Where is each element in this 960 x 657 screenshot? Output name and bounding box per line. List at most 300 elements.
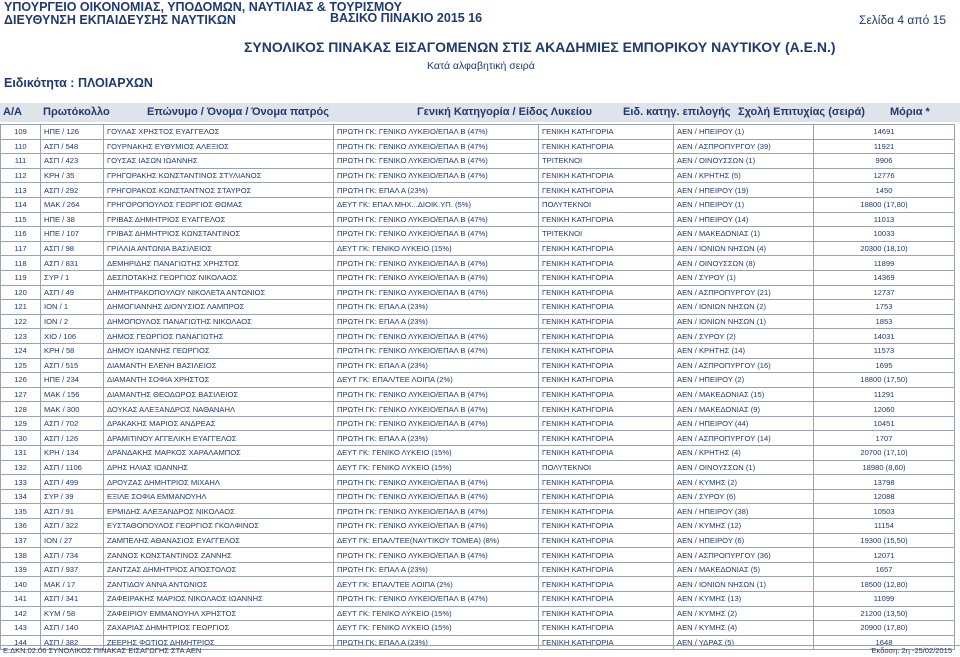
cell-name: ΓΡΙΒΑΣ ΔΗΜΗΤΡΙΟΣ ΕΥΑΓΓΕΛΟΣ <box>104 212 334 227</box>
cell-special-category: ΓΕΝΙΚΗ ΚΑΤΗΓΟΡΙΑ <box>539 125 674 140</box>
cell-protocol: ΣΥΡ / 39 <box>41 489 104 504</box>
cell-special-category: ΓΕΝΙΚΗ ΚΑΤΗΓΟΡΙΑ <box>539 168 674 183</box>
cell-school: ΑΕΝ / ΚΡΗΤΗΣ (14) <box>674 343 814 358</box>
table-row <box>1 373 955 388</box>
cell-points: 11899 <box>814 256 955 271</box>
cell-school: ΑΕΝ / ΙΟΝΙΩΝ ΝΗΣΩΝ (1) <box>674 577 814 592</box>
cell-name: ΔΕΜΗΡΙΔΗΣ ΠΑΝΑΓΙΩΤΗΣ ΧΡΗΣΤΟΣ <box>104 256 334 271</box>
cell-name: ΔΗΜΟΓΙΑΝΝΗΣ ΔΙΟΝΥΣΙΟΣ ΛΑΜΠΡΟΣ <box>104 300 334 315</box>
sort-order-subtitle: Κατά αλφαβητική σειρά <box>427 60 535 72</box>
cell-points: 11013 <box>814 212 955 227</box>
cell-aa: 115 <box>1 212 41 227</box>
table-row <box>1 416 955 431</box>
cell-special-category: ΓΕΝΙΚΗ ΚΑΤΗΓΟΡΙΑ <box>539 431 674 446</box>
table-header <box>0 103 960 122</box>
cell-category: ΔΕΥΤ ΓΚ: ΓΕΝΙΚΟ ΛΥΚΕΙΟ (15%) <box>334 621 539 636</box>
cell-school: ΑΕΝ / ΗΠΕΙΡΟΥ (44) <box>674 416 814 431</box>
cell-special-category: ΓΕΝΙΚΗ ΚΑΤΗΓΟΡΙΑ <box>539 212 674 227</box>
cell-aa: 125 <box>1 358 41 373</box>
cell-special-category: ΓΕΝΙΚΗ ΚΑΤΗΓΟΡΙΑ <box>539 475 674 490</box>
cell-name: ΔΗΜΟΣ ΓΕΩΡΓΙΟΣ ΠΑΝΑΓΙΩΤΗΣ <box>104 329 334 344</box>
cell-aa: 117 <box>1 241 41 256</box>
cell-points: 21200 (13,50) <box>814 606 955 621</box>
cell-points: 13798 <box>814 475 955 490</box>
cell-special-category: ΓΕΝΙΚΗ ΚΑΤΗΓΟΡΙΑ <box>539 621 674 636</box>
cell-name: ΔΙΑΜΑΝΤΗΣ ΘΕΟΔΩΡΟΣ ΒΑΣΙΛΕΙΟΣ <box>104 387 334 402</box>
cell-name: ΖΕΕΡΗΣ ΦΩΤΙΟΣ ΔΗΜΗΤΡΙΟΣ <box>104 635 334 650</box>
cell-special-category: ΓΕΝΙΚΗ ΚΑΤΗΓΟΡΙΑ <box>539 446 674 461</box>
cell-name: ΖΑΧΑΡΙΑΣ ΔΗΜΗΤΡΙΟΣ ΓΕΩΡΓΙΟΣ <box>104 621 334 636</box>
cell-protocol: ΚΡΗ / 134 <box>41 446 104 461</box>
table-row <box>1 475 955 490</box>
cell-school: ΑΕΝ / ΑΣΠΡΟΠΥΡΓΟΥ (14) <box>674 431 814 446</box>
table-row <box>1 168 955 183</box>
cell-category: ΔΕΥΤ ΓΚ: ΕΠΑΛ/ΤΕΕ(ΝΑΥΤΙΚΟΥ ΤΟΜΕΑ) (8%) <box>334 533 539 548</box>
cell-points: 14369 <box>814 270 955 285</box>
table-row <box>1 125 955 140</box>
cell-aa: 121 <box>1 300 41 315</box>
table-row <box>1 270 955 285</box>
cell-protocol: ΑΣΠ / 382 <box>41 635 104 650</box>
table-row <box>1 548 955 563</box>
cell-category: ΠΡΩΤΗ ΓΚ: ΓΕΝΙΚΟ ΛΥΚΕΙΟ/ΕΠΑΛ Β (47%) <box>334 475 539 490</box>
cell-points: 11291 <box>814 387 955 402</box>
table-row <box>1 197 955 212</box>
footer-document-code: Ε.ΔΚΝ.02.06 ΣΥΝΟΛΙΚΟΣ ΠΙΝΑΚΑΣ ΕΙΣΑΓΩΓΗΣ ΣΤΑ ΑΕΝ <box>3 646 202 655</box>
cell-special-category: ΠΟΛΥΤΕΚΝΟΙ <box>539 460 674 475</box>
cell-special-category: ΓΕΝΙΚΗ ΚΑΤΗΓΟΡΙΑ <box>539 343 674 358</box>
cell-protocol: ΜΑΚ / 156 <box>41 387 104 402</box>
specialty-label: Ειδικότητα : ΠΛΟΙΑΡΧΩΝ <box>4 76 153 90</box>
cell-protocol: ΑΣΠ / 140 <box>41 621 104 636</box>
cell-aa: 118 <box>1 256 41 271</box>
cell-category: ΠΡΩΤΗ ΓΚ: ΓΕΝΙΚΟ ΛΥΚΕΙΟ/ΕΠΑΛ Β (47%) <box>334 256 539 271</box>
table-row <box>1 285 955 300</box>
cell-points: 9906 <box>814 154 955 169</box>
cell-name: ΓΟΥΡΝΑΚΗΣ ΕΥΘΥΜΙΟΣ ΑΛΕΞΙΟΣ <box>104 139 334 154</box>
cell-name: ΕΞΙΛΕ ΣΟΦΙΑ ΕΜΜΑΝΟΥΗΛ <box>104 489 334 504</box>
table-row <box>1 387 955 402</box>
cell-aa: 135 <box>1 504 41 519</box>
directorate-name: ΔΙΕΥΘΥΝΣΗ ΕΚΠΑΙΔΕΥΣΗΣ ΝΑΥΤΙΚΩΝ <box>4 13 236 27</box>
cell-name: ΖΑΝΤΖΑΣ ΔΗΜΗΤΡΙΟΣ ΑΠΟΣΤΟΛΟΣ <box>104 562 334 577</box>
table-row <box>1 358 955 373</box>
cell-name: ΕΥΣΤΑΘΟΠΟΥΛΟΣ ΓΕΩΡΓΙΟΣ ΓΚΟΛΦΙΝΟΣ <box>104 519 334 534</box>
cell-special-category: ΓΕΝΙΚΗ ΚΑΤΗΓΟΡΙΑ <box>539 256 674 271</box>
cell-points: 1648 <box>814 635 955 650</box>
cell-aa: 116 <box>1 227 41 242</box>
cell-protocol: ΙΟΝ / 27 <box>41 533 104 548</box>
cell-school: ΑΕΝ / ΗΠΕΙΡΟΥ (2) <box>674 373 814 388</box>
cell-protocol: ΑΣΠ / 98 <box>41 241 104 256</box>
cell-name: ΖΑΦΕΙΡΙΟΥ ΕΜΜΑΝΟΥΗΛ ΧΡΗΣΤΟΣ <box>104 606 334 621</box>
cell-category: ΔΕΥΤ ΓΚ: ΕΠΑΛ ΜΗΧ...ΔΙΟΙΚ.ΥΠ. (5%) <box>334 197 539 212</box>
cell-category: ΔΕΥΤ ΓΚ: ΓΕΝΙΚΟ ΛΥΚΕΙΟ (15%) <box>334 460 539 475</box>
cell-category: ΠΡΩΤΗ ΓΚ: ΕΠΑΛ Α (23%) <box>334 562 539 577</box>
cell-points: 18500 (12,80) <box>814 577 955 592</box>
cell-points: 12060 <box>814 402 955 417</box>
cell-points: 11921 <box>814 139 955 154</box>
cell-school: ΑΕΝ / ΜΑΚΕΔΟΝΙΑΣ (5) <box>674 562 814 577</box>
table-row <box>1 621 955 636</box>
cell-aa: 134 <box>1 489 41 504</box>
cell-points: 20300 (18,10) <box>814 241 955 256</box>
cell-category: ΠΡΩΤΗ ΓΚ: ΓΕΝΙΚΟ ΛΥΚΕΙΟ/ΕΠΑΛ Β (47%) <box>334 519 539 534</box>
cell-aa: 124 <box>1 343 41 358</box>
cell-special-category: ΓΕΝΙΚΗ ΚΑΤΗΓΟΡΙΑ <box>539 577 674 592</box>
cell-protocol: ΙΟΝ / 2 <box>41 314 104 329</box>
cell-protocol: ΗΠΕ / 38 <box>41 212 104 227</box>
cell-points: 12088 <box>814 489 955 504</box>
cell-protocol: ΚΡΗ / 35 <box>41 168 104 183</box>
cell-name: ΔΗΜΟΠΟΥΛΟΣ ΠΑΝΑΓΙΩΤΗΣ ΝΙΚΟΛΑΟΣ <box>104 314 334 329</box>
cell-special-category: ΓΕΝΙΚΗ ΚΑΤΗΓΟΡΙΑ <box>539 519 674 534</box>
cell-school: ΑΕΝ / ΗΠΕΙΡΟΥ (1) <box>674 125 814 140</box>
cell-special-category: ΓΕΝΙΚΗ ΚΑΤΗΓΟΡΙΑ <box>539 548 674 563</box>
table-row <box>1 241 955 256</box>
cell-name: ΖΑΦΕΙΡΑΚΗΣ ΜΑΡΙΟΣ ΝΙΚΟΛΑΟΣ ΙΩΑΝΝΗΣ <box>104 592 334 607</box>
cell-school: ΑΕΝ / ΚΥΜΗΣ (2) <box>674 475 814 490</box>
cell-category: ΠΡΩΤΗ ΓΚ: ΓΕΝΙΚΟ ΛΥΚΕΙΟ/ΕΠΑΛ Β (47%) <box>334 416 539 431</box>
cell-school: ΑΕΝ / ΚΥΜΗΣ (4) <box>674 621 814 636</box>
cell-special-category: ΓΕΝΙΚΗ ΚΑΤΗΓΟΡΙΑ <box>539 489 674 504</box>
page-number: Σελίδα 4 από 15 <box>859 13 946 27</box>
cell-points: 11099 <box>814 592 955 607</box>
cell-special-category: ΓΕΝΙΚΗ ΚΑΤΗΓΟΡΙΑ <box>539 416 674 431</box>
cell-special-category: ΤΡΙΤΕΚΝΟΙ <box>539 154 674 169</box>
cell-school: ΑΕΝ / ΗΠΕΙΡΟΥ (6) <box>674 533 814 548</box>
cell-points: 12737 <box>814 285 955 300</box>
cell-protocol: ΑΣΠ / 49 <box>41 285 104 300</box>
cell-aa: 126 <box>1 373 41 388</box>
cell-category: ΠΡΩΤΗ ΓΚ: ΓΕΝΙΚΟ ΛΥΚΕΙΟ/ΕΠΑΛ Β (47%) <box>334 402 539 417</box>
cell-aa: 111 <box>1 154 41 169</box>
cell-aa: 133 <box>1 475 41 490</box>
cell-protocol: ΣΥΡ / 1 <box>41 270 104 285</box>
cell-school: ΑΕΝ / ΚΡΗΤΗΣ (4) <box>674 446 814 461</box>
cell-category: ΠΡΩΤΗ ΓΚ: ΓΕΝΙΚΟ ΛΥΚΕΙΟ/ΕΠΑΛ Β (47%) <box>334 329 539 344</box>
cell-protocol: ΚΡΗ / 58 <box>41 343 104 358</box>
cell-points: 20900 (17,80) <box>814 621 955 636</box>
cell-school: ΑΕΝ / ΙΟΝΙΩΝ ΝΗΣΩΝ (2) <box>674 300 814 315</box>
cell-school: ΑΕΝ / ΣΥΡΟΥ (2) <box>674 329 814 344</box>
cell-name: ΖΑΝΤΙΔΟΥ ΑΝΝΑ ΑΝΤΩΝΙΟΣ <box>104 577 334 592</box>
cell-points: 12776 <box>814 168 955 183</box>
cell-category: ΠΡΩΤΗ ΓΚ: ΓΕΝΙΚΟ ΛΥΚΕΙΟ/ΕΠΑΛ Β (47%) <box>334 125 539 140</box>
cell-points: 10503 <box>814 504 955 519</box>
cell-name: ΓΡΗΓΟΡΑΚΟΣ ΚΩΝΣΤΑΝΤΝΟΣ ΣΤΑΥΡΟΣ <box>104 183 334 198</box>
cell-category: ΔΕΥΤ ΓΚ: ΕΠΑΛ/ΤΕΕ ΛΟΙΠΑ (2%) <box>334 577 539 592</box>
cell-school: ΑΕΝ / ΜΑΚΕΔΟΝΙΑΣ (15) <box>674 387 814 402</box>
cell-aa: 136 <box>1 519 41 534</box>
cell-protocol: ΜΑΚ / 17 <box>41 577 104 592</box>
cell-school: ΑΕΝ / ΑΣΠΡΟΠΥΡΓΟΥ (16) <box>674 358 814 373</box>
table-row <box>1 343 955 358</box>
cell-points: 11154 <box>814 519 955 534</box>
cell-points: 18800 (17,80) <box>814 197 955 212</box>
table-row <box>1 431 955 446</box>
cell-category: ΠΡΩΤΗ ΓΚ: ΓΕΝΙΚΟ ΛΥΚΕΙΟ/ΕΠΑΛ Β (47%) <box>334 285 539 300</box>
cell-special-category: ΓΕΝΙΚΗ ΚΑΤΗΓΟΡΙΑ <box>539 504 674 519</box>
page-title: ΣΥΝΟΛΙΚΟΣ ΠΙΝΑΚΑΣ ΕΙΣΑΓΟΜΕΝΩΝ ΣΤΙΣ ΑΚΑΔΗΜΙΕΣ ΕΜΠΟΡΙΚΟΥ ΝΑΥΤΙΚΟΥ (Α.Ε.Ν.) <box>244 39 836 55</box>
cell-aa: 132 <box>1 460 41 475</box>
cell-aa: 114 <box>1 197 41 212</box>
cell-category: ΠΡΩΤΗ ΓΚ: ΓΕΝΙΚΟ ΛΥΚΕΙΟ/ΕΠΑΛ Β (47%) <box>334 154 539 169</box>
col-header-aa: Α/Α <box>3 106 22 118</box>
cell-aa: 139 <box>1 562 41 577</box>
table-row <box>1 519 955 534</box>
cell-name: ΓΡΗΓΟΡΟΠΟΥΛΟΣ ΓΕΩΡΓΙΟΣ ΘΩΜΑΣ <box>104 197 334 212</box>
cell-special-category: ΓΕΝΙΚΗ ΚΑΤΗΓΟΡΙΑ <box>539 183 674 198</box>
cell-aa: 128 <box>1 402 41 417</box>
table-row <box>1 300 955 315</box>
cell-special-category: ΓΕΝΙΚΗ ΚΑΤΗΓΟΡΙΑ <box>539 285 674 300</box>
cell-protocol: ΑΣΠ / 548 <box>41 139 104 154</box>
cell-protocol: ΑΣΠ / 702 <box>41 416 104 431</box>
col-header-category: Γενική Κατηγορία / Είδος Λυκείου <box>417 106 593 118</box>
cell-points: 14691 <box>814 125 955 140</box>
cell-school: ΑΕΝ / ΜΑΚΕΔΟΝΙΑΣ (1) <box>674 227 814 242</box>
cell-name: ΓΟΥΣΑΣ ΙΑΣΩΝ ΙΩΑΝΝΗΣ <box>104 154 334 169</box>
cell-special-category: ΓΕΝΙΚΗ ΚΑΤΗΓΟΡΙΑ <box>539 139 674 154</box>
cell-protocol: ΑΣΠ / 1106 <box>41 460 104 475</box>
cell-category: ΠΡΩΤΗ ΓΚ: ΕΠΑΛ Α (23%) <box>334 300 539 315</box>
cell-name: ΕΡΜΙΔΗΣ ΑΛΕΞΑΝΔΡΟΣ ΝΙΚΟΛΑΟΣ <box>104 504 334 519</box>
cell-special-category: ΓΕΝΙΚΗ ΚΑΤΗΓΟΡΙΑ <box>539 373 674 388</box>
cell-points: 1450 <box>814 183 955 198</box>
cell-name: ΖΑΜΠΕΛΗΣ ΑΘΑΝΑΣΙΟΣ ΕΥΑΓΓΕΛΟΣ <box>104 533 334 548</box>
cell-name: ΔΡΑΚΑΚΗΣ ΜΑΡΙΟΣ ΑΝΔΡΕΑΣ <box>104 416 334 431</box>
cell-special-category: ΓΕΝΙΚΗ ΚΑΤΗΓΟΡΙΑ <box>539 562 674 577</box>
cell-protocol: ΜΑΚ / 264 <box>41 197 104 212</box>
cell-name: ΔΡΑΜΙΤΙΝΟΥ ΑΓΓΕΛΙΚΗ ΕΥΑΓΓΕΛΟΣ <box>104 431 334 446</box>
cell-category: ΠΡΩΤΗ ΓΚ: ΓΕΝΙΚΟ ΛΥΚΕΙΟ/ΕΠΑΛ Β (47%) <box>334 489 539 504</box>
cell-category: ΠΡΩΤΗ ΓΚ: ΓΕΝΙΚΟ ΛΥΚΕΙΟ/ΕΠΑΛ Β (47%) <box>334 270 539 285</box>
cell-points: 12071 <box>814 548 955 563</box>
cell-category: ΠΡΩΤΗ ΓΚ: ΕΠΑΛ Α (23%) <box>334 431 539 446</box>
col-header-points: Μόρια * <box>890 106 930 118</box>
cell-school: ΑΕΝ / ΚΥΜΗΣ (13) <box>674 592 814 607</box>
cell-name: ΓΡΙΒΑΣ ΔΗΜΗΤΡΙΟΣ ΚΩΝΣΤΑΝΤΙΝΟΣ <box>104 227 334 242</box>
table-row <box>1 183 955 198</box>
cell-aa: 113 <box>1 183 41 198</box>
cell-name: ΖΑΝΝΟΣ ΚΩΝΣΤΑΝΤΙΝΟΣ ΖΑΝΝΗΣ <box>104 548 334 563</box>
table-row <box>1 314 955 329</box>
cell-school: ΑΕΝ / ΗΠΕΙΡΟΥ (14) <box>674 212 814 227</box>
cell-school: ΑΕΝ / ΑΣΠΡΟΠΥΡΓΟΥ (39) <box>674 139 814 154</box>
cell-points: 20700 (17,10) <box>814 446 955 461</box>
cell-aa: 110 <box>1 139 41 154</box>
table-row <box>1 256 955 271</box>
cell-aa: 137 <box>1 533 41 548</box>
footer-version: Έκδοση: 2η -25/02/2015 <box>870 646 952 655</box>
col-header-protocol: Πρωτόκολλο <box>43 106 110 118</box>
table-row <box>1 577 955 592</box>
cell-protocol: ΑΣΠ / 734 <box>41 548 104 563</box>
cell-category: ΠΡΩΤΗ ΓΚ: ΓΕΝΙΚΟ ΛΥΚΕΙΟ/ΕΠΑΛ Β (47%) <box>334 504 539 519</box>
cell-category: ΠΡΩΤΗ ΓΚ: ΕΠΑΛ Α (23%) <box>334 314 539 329</box>
cell-points: 19300 (15,50) <box>814 533 955 548</box>
cell-special-category: ΓΕΝΙΚΗ ΚΑΤΗΓΟΡΙΑ <box>539 635 674 650</box>
cell-points: 1853 <box>814 314 955 329</box>
cell-category: ΠΡΩΤΗ ΓΚ: ΓΕΝΙΚΟ ΛΥΚΕΙΟ/ΕΠΑΛ Β (47%) <box>334 139 539 154</box>
cell-category: ΔΕΥΤ ΓΚ: ΕΠΑΛ/ΤΕΕ ΛΟΙΠΑ (2%) <box>334 373 539 388</box>
cell-protocol: ΗΠΕ / 234 <box>41 373 104 388</box>
cell-aa: 109 <box>1 125 41 140</box>
cell-aa: 129 <box>1 416 41 431</box>
cell-category: ΠΡΩΤΗ ΓΚ: ΓΕΝΙΚΟ ΛΥΚΕΙΟ/ΕΠΑΛ Β (47%) <box>334 548 539 563</box>
cell-category: ΠΡΩΤΗ ΓΚ: ΓΕΝΙΚΟ ΛΥΚΕΙΟ/ΕΠΑΛ Β (47%) <box>334 592 539 607</box>
cell-aa: 141 <box>1 592 41 607</box>
cell-points: 14031 <box>814 329 955 344</box>
cell-category: ΠΡΩΤΗ ΓΚ: ΓΕΝΙΚΟ ΛΥΚΕΙΟ/ΕΠΑΛ Β (47%) <box>334 343 539 358</box>
cell-aa: 140 <box>1 577 41 592</box>
col-header-name: Επώνυμο / Όνομα / Όνομα πατρός <box>147 106 329 118</box>
cell-points: 11573 <box>814 343 955 358</box>
cell-school: ΑΕΝ / ΑΣΠΡΟΠΥΡΓΟΥ (21) <box>674 285 814 300</box>
table-row <box>1 329 955 344</box>
cell-special-category: ΠΟΛΥΤΕΚΝΟΙ <box>539 197 674 212</box>
cell-category: ΠΡΩΤΗ ΓΚ: ΕΠΑΛ Α (23%) <box>334 635 539 650</box>
cell-special-category: ΓΕΝΙΚΗ ΚΑΤΗΓΟΡΙΑ <box>539 358 674 373</box>
cell-name: ΔΙΑΜΑΝΤΗ ΕΛΕΝΗ ΒΑΣΙΛΕΙΟΣ <box>104 358 334 373</box>
cell-aa: 120 <box>1 285 41 300</box>
cell-school: ΑΕΝ / ΙΟΝΙΩΝ ΝΗΣΩΝ (1) <box>674 314 814 329</box>
cell-name: ΔΡΑΝΔΑΚΗΣ ΜΑΡΚΟΣ ΧΑΡΑΛΑΜΠΟΣ <box>104 446 334 461</box>
cell-name: ΔΙΑΜΑΝΤΗ ΣΟΦΙΑ ΧΡΗΣΤΟΣ <box>104 373 334 388</box>
cell-category: ΔΕΥΤ ΓΚ: ΓΕΝΙΚΟ ΛΥΚΕΙΟ (15%) <box>334 446 539 461</box>
cell-aa: 119 <box>1 270 41 285</box>
cell-protocol: ΗΠΕ / 107 <box>41 227 104 242</box>
cell-category: ΔΕΥΤ ΓΚ: ΓΕΝΙΚΟ ΛΥΚΕΙΟ (15%) <box>334 606 539 621</box>
cell-category: ΠΡΩΤΗ ΓΚ: ΓΕΝΙΚΟ ΛΥΚΕΙΟ/ΕΠΑΛ Β (47%) <box>334 212 539 227</box>
table-row <box>1 562 955 577</box>
cell-school: ΑΕΝ / ΙΟΝΙΩΝ ΝΗΣΩΝ (4) <box>674 241 814 256</box>
table-row <box>1 533 955 548</box>
cell-school: ΑΕΝ / ΚΥΜΗΣ (2) <box>674 606 814 621</box>
cell-special-category: ΓΕΝΙΚΗ ΚΑΤΗΓΟΡΙΑ <box>539 533 674 548</box>
table-row <box>1 606 955 621</box>
cell-school: ΑΕΝ / ΚΥΜΗΣ (12) <box>674 519 814 534</box>
cell-aa: 123 <box>1 329 41 344</box>
cell-category: ΔΕΥΤ ΓΚ: ΓΕΝΙΚΟ ΛΥΚΕΙΟ (15%) <box>334 241 539 256</box>
cell-protocol: ΑΣΠ / 937 <box>41 562 104 577</box>
cell-category: ΠΡΩΤΗ ΓΚ: ΓΕΝΙΚΟ ΛΥΚΕΙΟ/ΕΠΑΛ Β (47%) <box>334 387 539 402</box>
cell-special-category: ΓΕΝΙΚΗ ΚΑΤΗΓΟΡΙΑ <box>539 300 674 315</box>
cell-points: 10033 <box>814 227 955 242</box>
ministry-name: ΥΠΟΥΡΓΕΙΟ ΟΙΚΟΝΟΜΙΑΣ, ΥΠΟΔΟΜΩΝ, ΝΑΥΤΙΛΙΑΣ & ΤΟΥΡΙΣΜΟΥ <box>4 0 402 14</box>
cell-aa: 127 <box>1 387 41 402</box>
cell-name: ΔΡΗΣ ΗΛΙΑΣ ΙΩΑΝΝΗΣ <box>104 460 334 475</box>
cell-points: 18800 (17,50) <box>814 373 955 388</box>
col-header-school: Σχολή Επιτυχίας (σειρά) <box>738 106 865 118</box>
cell-protocol: ΑΣΠ / 341 <box>41 592 104 607</box>
cell-special-category: ΓΕΝΙΚΗ ΚΑΤΗΓΟΡΙΑ <box>539 402 674 417</box>
cell-points: 1657 <box>814 562 955 577</box>
table-row <box>1 504 955 519</box>
cell-name: ΓΡΗΓΟΡΑΚΗΣ ΚΩΝΣΤΑΝΤΙΝΟΣ ΣΤΥΛΙΑΝΟΣ <box>104 168 334 183</box>
cell-protocol: ΑΣΠ / 292 <box>41 183 104 198</box>
table-row <box>1 402 955 417</box>
table-row <box>1 139 955 154</box>
cell-school: ΑΕΝ / ΣΥΡΟΥ (1) <box>674 270 814 285</box>
table-row <box>1 154 955 169</box>
cell-protocol: ΚΥΜ / 58 <box>41 606 104 621</box>
cell-protocol: ΙΟΝ / 1 <box>41 300 104 315</box>
cell-points: 1695 <box>814 358 955 373</box>
cell-aa: 131 <box>1 446 41 461</box>
cell-special-category: ΓΕΝΙΚΗ ΚΑΤΗΓΟΡΙΑ <box>539 314 674 329</box>
cell-protocol: ΑΣΠ / 423 <box>41 154 104 169</box>
cell-special-category: ΓΕΝΙΚΗ ΚΑΤΗΓΟΡΙΑ <box>539 270 674 285</box>
cell-points: 1753 <box>814 300 955 315</box>
cell-school: ΑΕΝ / ΟΙΝΟΥΣΣΩΝ (1) <box>674 460 814 475</box>
cell-protocol: ΑΣΠ / 831 <box>41 256 104 271</box>
cell-special-category: ΓΕΝΙΚΗ ΚΑΤΗΓΟΡΙΑ <box>539 329 674 344</box>
cell-category: ΠΡΩΤΗ ΓΚ: ΓΕΝΙΚΟ ΛΥΚΕΙΟ/ΕΠΑΛ Β (47%) <box>334 168 539 183</box>
cell-special-category: ΓΕΝΙΚΗ ΚΑΤΗΓΟΡΙΑ <box>539 387 674 402</box>
cell-school: ΑΕΝ / ΗΠΕΙΡΟΥ (38) <box>674 504 814 519</box>
cell-points: 18980 (8,60) <box>814 460 955 475</box>
cell-protocol: ΑΣΠ / 322 <box>41 519 104 534</box>
cell-special-category: ΤΡΙΤΕΚΝΟΙ <box>539 227 674 242</box>
cell-school: ΑΕΝ / ΥΔΡΑΣ (5) <box>674 635 814 650</box>
cell-school: ΑΕΝ / ΣΥΡΟΥ (6) <box>674 489 814 504</box>
admissions-table <box>0 124 955 650</box>
cell-category: ΠΡΩΤΗ ΓΚ: ΕΠΑΛ Α (23%) <box>334 358 539 373</box>
cell-protocol: ΜΑΚ / 300 <box>41 402 104 417</box>
table-row <box>1 212 955 227</box>
table-row <box>1 460 955 475</box>
cell-points: 1707 <box>814 431 955 446</box>
cell-name: ΔΡΟΥΖΑΣ ΔΗΜΗΤΡΙΟΣ ΜΙΧΑΗΛ <box>104 475 334 490</box>
cell-school: ΑΕΝ / ΜΑΚΕΔΟΝΙΑΣ (9) <box>674 402 814 417</box>
table-row <box>1 227 955 242</box>
cell-name: ΓΡΙΛΛΙΑ ΑΝΤΩΝΙΑ ΒΑΣΙΛΕΙΟΣ <box>104 241 334 256</box>
cell-aa: 138 <box>1 548 41 563</box>
cell-protocol: ΗΠΕ / 126 <box>41 125 104 140</box>
cell-school: ΑΕΝ / ΚΡΗΤΗΣ (5) <box>674 168 814 183</box>
cell-points: 10451 <box>814 416 955 431</box>
table-row <box>1 446 955 461</box>
cell-category: ΠΡΩΤΗ ΓΚ: ΕΠΑΛ Α (23%) <box>334 183 539 198</box>
cell-protocol: ΑΣΠ / 515 <box>41 358 104 373</box>
cell-protocol: ΧΙΟ / 106 <box>41 329 104 344</box>
cell-name: ΔΟΥΚΑΣ ΑΛΕΞΑΝΔΡΟΣ ΝΑΘΑΝΑΗΛ <box>104 402 334 417</box>
cell-protocol: ΑΣΠ / 91 <box>41 504 104 519</box>
cell-aa: 130 <box>1 431 41 446</box>
table-row <box>1 592 955 607</box>
cell-school: ΑΕΝ / ΗΠΕΙΡΟΥ (1) <box>674 197 814 212</box>
cell-aa: 122 <box>1 314 41 329</box>
cell-school: ΑΕΝ / ΟΙΝΟΥΣΣΩΝ (1) <box>674 154 814 169</box>
cell-special-category: ΓΕΝΙΚΗ ΚΑΤΗΓΟΡΙΑ <box>539 241 674 256</box>
cell-aa: 112 <box>1 168 41 183</box>
cell-special-category: ΓΕΝΙΚΗ ΚΑΤΗΓΟΡΙΑ <box>539 592 674 607</box>
cell-special-category: ΓΕΝΙΚΗ ΚΑΤΗΓΟΡΙΑ <box>539 606 674 621</box>
cell-name: ΔΗΜΟΥ ΙΩΑΝΝΗΣ ΓΕΩΡΓΙΟΣ <box>104 343 334 358</box>
plan-title: ΒΑΣΙΚΟ ΠΙΝΑΚΙΟ 2015 16 <box>330 11 483 25</box>
cell-category: ΠΡΩΤΗ ΓΚ: ΓΕΝΙΚΟ ΛΥΚΕΙΟ/ΕΠΑΛ Β (47%) <box>334 227 539 242</box>
cell-name: ΔΗΜΗΤΡΑΚΟΠΟΥΛΟΥ ΝΙΚΟΛΕΤΑ ΑΝΤΩΝΙΟΣ <box>104 285 334 300</box>
cell-protocol: ΑΣΠ / 126 <box>41 431 104 446</box>
cell-school: ΑΕΝ / ΟΙΝΟΥΣΣΩΝ (8) <box>674 256 814 271</box>
cell-protocol: ΑΣΠ / 499 <box>41 475 104 490</box>
cell-name: ΔΕΣΠΟΤΑΚΗΣ ΓΕΩΡΓΙΟΣ ΝΙΚΟΛΑΟΣ <box>104 270 334 285</box>
cell-name: ΓΟΥΛΑΣ ΧΡΗΣΤΟΣ ΕΥΑΓΓΕΛΟΣ <box>104 125 334 140</box>
table-row <box>1 489 955 504</box>
cell-aa: 144 <box>1 635 41 650</box>
